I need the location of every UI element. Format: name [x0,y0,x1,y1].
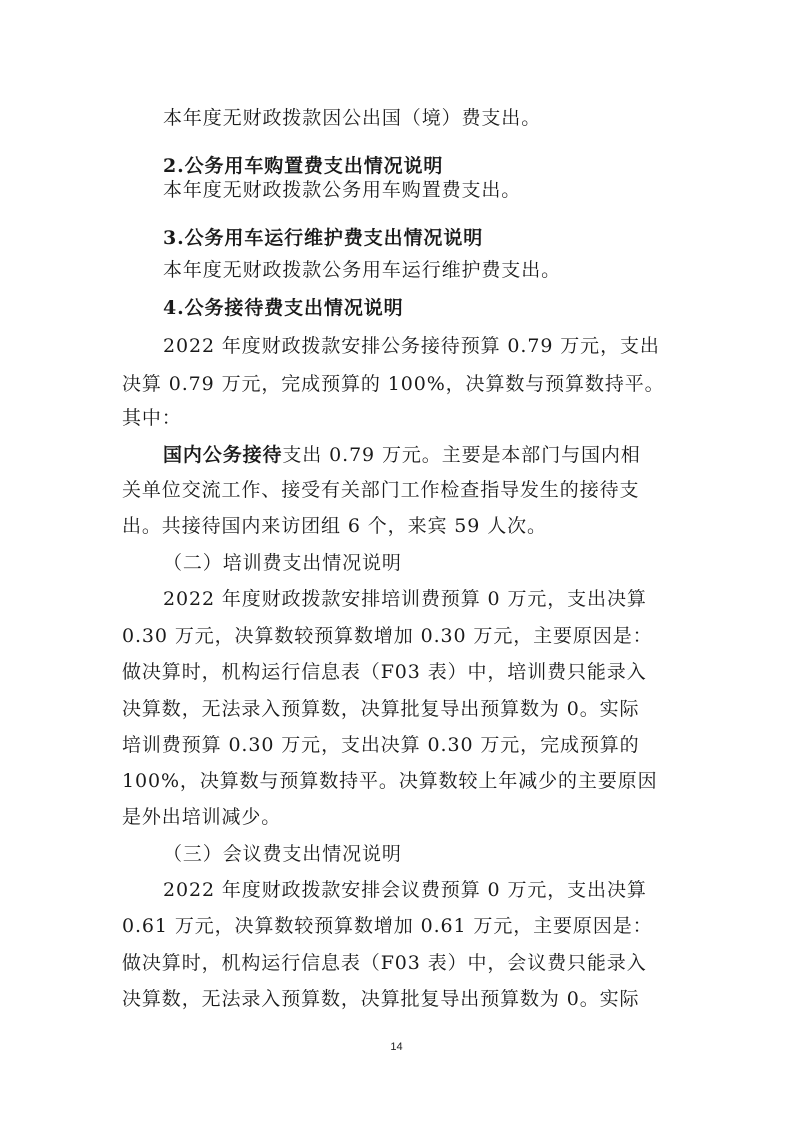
text-line: 决算 0.79 万元，完成预算的 100%，决算数与预算数持平。 [122,373,665,395]
text-line: 出。共接待国内来访团组 6 个，来宾 59 人次。 [122,515,547,537]
text-line-with-bold-lead [163,443,641,467]
section-heading: （三）会议费支出情况说明 [163,843,402,865]
text-line: 2022 年度财政拨款安排培训费预算 0 万元，支出决算 [163,588,647,610]
text-line: 2022 年度财政拨款安排会议费预算 0 万元，支出决算 [163,879,647,901]
section-heading: （二）培训费支出情况说明 [163,552,402,574]
text-line: 培训费预算 0.30 万元，支出决算 0.30 万元，完成预算的 [122,734,640,756]
text-line: 其中： [122,407,182,429]
text-line: 是外出培训减少。 [122,806,282,828]
section-heading: 2.公务用车购置费支出情况说明 [163,155,444,177]
page-number: 14 [390,1041,403,1053]
text-line: 关单位交流工作、接受有关部门工作检查指导发生的接待支 [122,479,640,501]
text-line: 2022 年度财政拨款安排公务接待预算 0.79 万元，支出 [163,335,660,357]
text-line: 本年度无财政拨款公务用车运行维护费支出。 [163,259,562,281]
bold-lead-text: 国内公务接待 [163,444,283,466]
section-heading: 3.公务用车运行维护费支出情况说明 [163,227,484,249]
text-line: 做决算时，机构运行信息表（F03 表）中，培训费只能录入 [122,661,647,683]
text-line: 0.61 万元，决算数较预算数增加 0.61 万元，主要原因是： [122,915,653,937]
text-line: 本年度无财政拨款公务用车购置费支出。 [163,179,522,201]
text-line: 支出 0.79 万元。主要是本部门与国内相 [282,444,641,466]
text-line: 本年度无财政拨款因公出国（境）费支出。 [163,107,542,129]
section-heading: 4.公务接待费支出情况说明 [163,297,404,319]
text-line: 做决算时，机构运行信息表（F03 表）中，会议费只能录入 [122,952,647,974]
text-line: 100%，决算数与预算数持平。决算数较上年减少的主要原因 [122,770,658,792]
text-line: 0.30 万元，决算数较预算数增加 0.30 万元，主要原因是： [122,625,653,647]
text-line: 决算数，无法录入预算数，决算批复导出预算数为 0。实际 [122,988,640,1010]
text-line: 决算数，无法录入预算数，决算批复导出预算数为 0。实际 [122,698,640,720]
